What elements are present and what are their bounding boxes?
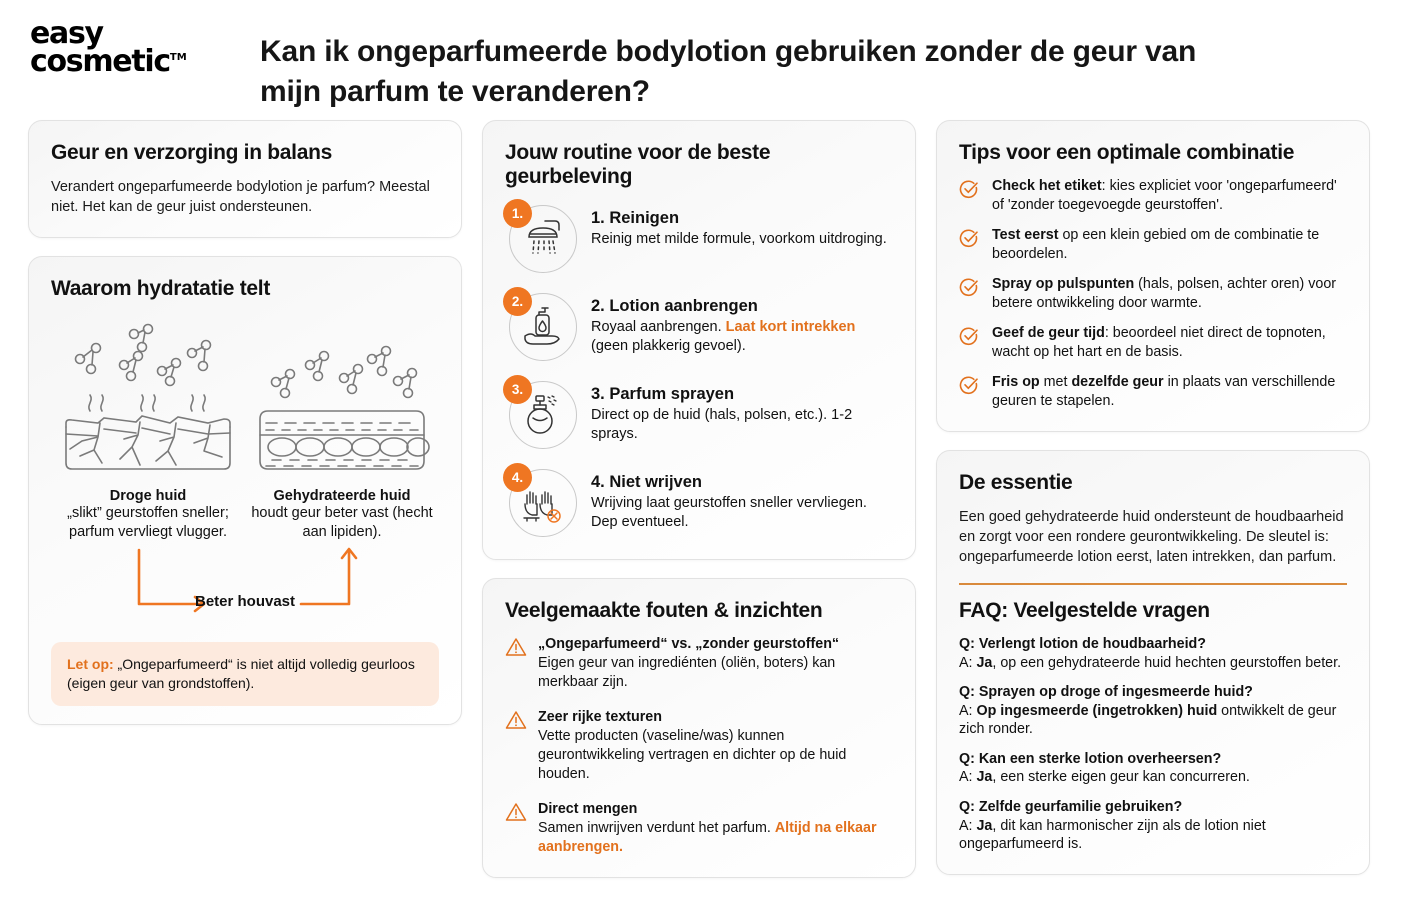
step-desc: Wrijving laat geurstoffen sneller vervliegen. Dep eventueel.: [591, 495, 867, 531]
step-desc-tail: (geen plakkerig gevoel).: [591, 338, 746, 355]
mistake-title: Direct mengen: [538, 801, 638, 817]
faq-answer: [959, 654, 1347, 673]
mistake-text: [538, 635, 893, 692]
perfume-bottle-icon: [521, 394, 565, 436]
tip-text: [992, 226, 1347, 264]
skin-comparison: [51, 323, 439, 542]
tip-item: [959, 373, 1347, 411]
mistake-body: Samen inwrijven verdunt het parfum.: [538, 820, 775, 836]
section-divider: [959, 583, 1347, 585]
card-balance-body: Verandert ongeparfumeerde bodylotion je parfum? Meestal niet. Het kan de geur juist ondersteunen.: [51, 179, 430, 215]
mistake-item: [505, 635, 893, 692]
tip-text: [992, 177, 1347, 215]
check-circle-icon: [959, 373, 981, 400]
check-circle-icon: [959, 324, 981, 351]
faq-answer-rest: , op een gehydrateerde huid hechten geurstoffen beter.: [992, 654, 1342, 671]
brand-logo: [0, 14, 260, 79]
mistake-body: Eigen geur van ingrediénten (oliën, boters) kan merkbaar zijn.: [538, 655, 836, 690]
faq-question: Q: Zelfde geurfamilie gebruiken?: [959, 799, 1183, 816]
column-left: [28, 120, 462, 725]
faq-answer: [959, 817, 1347, 854]
faq-answer-rest: , dit kan harmonischer zijn als de lotion niet ongeparfumeerd is.: [959, 817, 1266, 853]
column-middle: [482, 120, 916, 878]
dry-skin-figure: [53, 323, 243, 542]
column-right: [936, 120, 1370, 875]
tip-body: : kies expliciet voor 'ongeparfumeerd' of 'zonder toegevoegde geurstoffen'.: [992, 178, 1337, 213]
mistake-text: [538, 708, 893, 784]
tip-text: [992, 275, 1347, 313]
step-title: 3. Parfum sprayen: [591, 385, 735, 403]
faq-question: Q: Verlengt lotion de houdbaarheid?: [959, 636, 1207, 652]
hydrated-skin-figure: [247, 323, 437, 542]
tip-body: op een klein gebied om de combinatie te beoordelen.: [992, 227, 1320, 262]
check-circle-icon: [959, 226, 981, 253]
card-essence-faq: [936, 450, 1370, 875]
dry-skin-caption: „slikt” geurstoffen sneller; parfum vervliegt vlugger.: [67, 505, 229, 541]
faq-question: Q: Sprayen op droge of ingesmeerde huid?: [959, 684, 1253, 701]
check-circle-icon: [959, 177, 981, 204]
step-badge: 1.: [503, 199, 532, 228]
card-essence-heading: De essentie: [959, 471, 1073, 494]
hydrated-skin-icon: [252, 323, 432, 473]
faq-answer-prefix: A:: [959, 654, 977, 671]
mistake-title: Zeer rijke texturen: [538, 709, 662, 725]
step-desc: Reinig met milde formule, voorkom uitdroging.: [591, 231, 887, 247]
card-hydration-heading: Waarom hydratatie telt: [51, 277, 271, 300]
tip-lead: Test eerst: [992, 227, 1059, 243]
faq-item: [959, 635, 1347, 672]
page-header: [0, 0, 1408, 120]
trademark-symbol: TM: [169, 51, 187, 63]
dry-skin-title: Droge huid: [109, 488, 187, 504]
card-essence-body: Een goed gehydrateerde huid ondersteunt de houdbaarheid en zorgt voor een rondere geurontwikkeling. De sleutel is: ongeparfumeerde lotion eerst, laten intrekken, dan parfum.: [959, 509, 1344, 565]
card-tips-heading: Tips voor een optimale combinatie: [959, 141, 1295, 164]
step-text: [591, 377, 893, 445]
faq-answer: [959, 702, 1347, 739]
step-title: 1. Reinigen: [591, 209, 680, 227]
card-tips: [936, 120, 1370, 432]
step-icon-wrap: [505, 289, 577, 361]
faq-item: [959, 798, 1347, 854]
tip-item: [959, 177, 1347, 215]
warning-triangle-icon: [505, 635, 527, 662]
warning-note-label: Let op:: [67, 656, 114, 673]
hydrated-skin-title: Gehydrateerde huid: [273, 488, 411, 504]
mistake-item: [505, 708, 893, 784]
lotion-pump-icon: [521, 306, 565, 348]
faq-answer-bold: Ja: [976, 817, 993, 834]
card-balance: [28, 120, 462, 238]
faq-question: Q: Kan een sterke lotion overheersen?: [959, 750, 1222, 767]
step-icon-wrap: [505, 201, 577, 273]
warning-note: [51, 642, 439, 706]
hydrated-skin-caption: houdt geur beter vast (hecht aan lipiden).: [251, 505, 433, 541]
shower-icon: [521, 218, 565, 260]
faq-answer-bold: Ja: [976, 654, 993, 671]
card-routine: [482, 120, 916, 560]
warning-triangle-icon: [505, 708, 527, 735]
tip-lead: Fris op: [992, 374, 1040, 390]
mistake-text: [538, 800, 893, 857]
mistake-title: „Ongeparfumeerd“ vs. „zonder geurstoffen“: [538, 636, 840, 652]
step-badge: 2.: [503, 287, 532, 316]
step-desc: [591, 318, 893, 357]
step-desc: Direct op de huid (hals, polsen, etc.). 1-2 sprays.: [591, 407, 853, 443]
faq-answer-rest: , een sterke eigen geur kan concurreren.: [992, 769, 1250, 786]
faq-answer-prefix: A:: [959, 769, 977, 786]
mistake-item: [505, 800, 893, 857]
step-text: [591, 465, 893, 533]
step-title: 2. Lotion aanbrengen: [591, 297, 758, 315]
step-badge: 3.: [503, 375, 532, 404]
step-icon-wrap: [505, 377, 577, 449]
tip-lead: Check het etiket: [992, 178, 1102, 194]
card-mistakes: [482, 578, 916, 878]
faq-answer-bold: Ja: [976, 769, 993, 786]
step-title: 4. Niet wrijven: [591, 473, 702, 491]
tip-lead: Geef de geur tijd: [992, 325, 1105, 341]
brand-logo-line1: easy: [30, 16, 103, 51]
tip-text: [992, 324, 1347, 362]
routine-step: [505, 377, 893, 449]
tip-body-5: met dezelfde geur in plaats van verschillende geuren te stapelen.: [992, 374, 1336, 409]
no-rub-hands-icon: [521, 482, 565, 524]
faq-item: [959, 683, 1347, 739]
page-title: Kan ik ongeparfumeerde bodylotion gebruiken zonder de geur van mijn parfum te veranderen?: [260, 35, 1197, 108]
card-mistakes-heading: Veelgemaakte fouten & inzichten: [505, 599, 823, 622]
mistake-body: Vette producten (vaseline/was) kunnen geurontwikkeling vertragen en dichter op de huid houden.: [538, 728, 847, 782]
tip-item: [959, 324, 1347, 362]
brand-logo-line2: cosmetic: [30, 43, 170, 79]
dry-skin-icon: [58, 323, 238, 473]
step-desc-lead: Royaal aanbrengen.: [591, 319, 726, 335]
faq-answer-rest: ontwikkelt de geur zich ronder.: [959, 702, 1337, 738]
tip-item: [959, 275, 1347, 313]
faq-answer-prefix: A:: [959, 817, 977, 834]
content-columns: [0, 120, 1408, 878]
tip-item: [959, 226, 1347, 264]
tip-body: : beoordeel niet direct de topnoten, wacht op het hart en de basis.: [992, 325, 1326, 360]
card-balance-heading: Geur en verzorging in balans: [51, 141, 332, 164]
step-icon-wrap: [505, 465, 577, 537]
warning-note-text: „Ongeparfumeerd“ is niet altijd volledig geurloos (eigen geur van grondstoffen).: [67, 656, 415, 692]
step-badge: 4.: [503, 463, 532, 492]
step-text: [591, 201, 887, 249]
faq-answer-bold: Op ingesmeerde (ingetrokken) huid: [976, 702, 1218, 719]
mistake-highlight: Altijd na elkaar aanbrengen.: [538, 820, 877, 855]
warning-triangle-icon: [505, 800, 527, 827]
step-text: [591, 289, 893, 357]
faq-answer: [959, 768, 1347, 787]
arrow-connector: [51, 544, 439, 616]
faq-heading: FAQ: Veelgestelde vragen: [959, 599, 1210, 622]
tip-text: [992, 373, 1347, 411]
faq-answer-prefix: A:: [959, 702, 977, 719]
routine-step: [505, 289, 893, 361]
arrow-label: Beter houvast: [194, 593, 296, 611]
tip-lead: Spray op pulspunten: [992, 276, 1135, 292]
faq-item: [959, 750, 1347, 787]
routine-step: [505, 201, 893, 273]
check-circle-icon: [959, 275, 981, 302]
card-routine-heading: Jouw routine voor de beste geurbeleving: [505, 141, 771, 188]
step-desc-highlight: Laat kort intrekken: [725, 319, 856, 335]
routine-step: [505, 465, 893, 537]
card-hydration: [28, 256, 462, 725]
tip-body: (hals, polsen, achter oren) voor betere ontwikkeling door warmte.: [992, 276, 1337, 311]
